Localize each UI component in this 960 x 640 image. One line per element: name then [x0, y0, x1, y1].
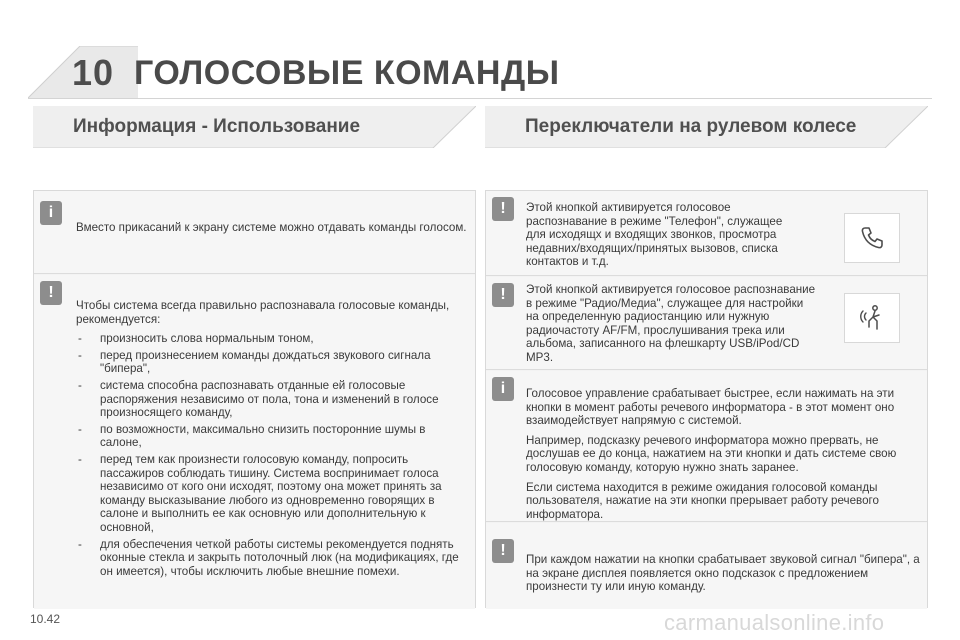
- note-text: При каждом нажатии на кнопки срабатывает звуковой сигнал "бипера", а на экране дисплея появляется окно подсказок с предложением произнести ту или иную команду.: [526, 553, 920, 594]
- note-beep: [486, 523, 927, 609]
- note-divider: [486, 275, 927, 276]
- list-item: - перед произнесением команды дождаться звукового сигнала "бипера",: [76, 349, 468, 376]
- list-item: - по возможности, максимально снизить посторонние шумы в салоне,: [76, 423, 468, 450]
- recommendations-intro: Чтобы система всегда правильно распознавала голосовые команды, рекомендуется:: [76, 299, 450, 326]
- info-usage-panel: [33, 190, 476, 608]
- note-phone-button: [486, 191, 927, 275]
- chapter-number: 10: [72, 52, 115, 93]
- note-voice-commands: [34, 191, 475, 273]
- info-icon: i: [492, 377, 514, 401]
- warning-icon: !: [492, 539, 514, 563]
- warning-icon: !: [492, 197, 514, 221]
- warning-icon: !: [492, 283, 514, 307]
- warning-icon: !: [40, 281, 62, 305]
- note-divider: [486, 369, 927, 370]
- voice-command-icon: [857, 303, 887, 333]
- header-divider: [28, 98, 932, 99]
- note-recommendations: [34, 275, 475, 609]
- list-item: - перед тем как произнести голосовую команду, попросить пассажиров соблюдать тишину. Система воспринимает голоса независимо от кого они исходят, поэтому она может принять за команду высказывание любого из одновременно говорящих в салоне и выполнить ее как основную или дополнительную к основной,: [76, 453, 468, 535]
- info-icon: i: [40, 201, 62, 225]
- note-text: Этой кнопкой активируется голосовое распознавание в режиме "Радио/Медиа", служащее для настройки на определенную радиостанцию или нужную радиочастоту AF/FM, прослушивания трека или альбома, записанного на флешкарту USB/iPod/CD MP3.: [526, 283, 816, 364]
- note-text: Вместо прикасаний к экрану системе можно отдавать команды голосом.: [76, 221, 467, 234]
- paragraph: Голосовое управление срабатывает быстрее, если нажимать на эти кнопки в момент работы речевого информатора - в этот момент оно взаимодействует напрямую с системой.: [526, 387, 895, 428]
- steering-switches-panel: [485, 190, 928, 608]
- list-item: - произносить слова нормальным тоном,: [76, 332, 468, 346]
- note-voice-button: [486, 277, 927, 369]
- page-header: [0, 0, 960, 108]
- list-item: - система способна распознавать отданные ей голосовые распоряжения независимо от пола, тона и изменений в голосе произносящего команду,: [76, 379, 468, 420]
- recommendations-list: [76, 332, 468, 578]
- paragraph: Например, подсказку речевого информатора можно прервать, не дослушав ее до конца, нажатием на эти кнопки и дать системе свою голосовую команду, которую нужно знать заранее.: [526, 433, 897, 474]
- section-header-left: [33, 106, 476, 148]
- paragraph: Если система находится в режиме ожидания голосовой команды пользователя, нажатие на эти кнопки прерывает работу речевого информатора.: [526, 480, 879, 521]
- note-voice-speed: [486, 371, 927, 521]
- section-header-right: [485, 106, 928, 148]
- section-title-left: Информация - Использование: [73, 116, 361, 137]
- chapter-title: ГОЛОСОВЫЕ КОМАНДЫ: [134, 54, 560, 92]
- note-divider: [486, 521, 927, 522]
- note-text: Этой кнопкой активируется голосовое распознавание в режиме "Телефон", служащее для исходящх и входящих звонков, просмотра недавних/входящих/принятых вызовов, списка контактов и т.д.: [526, 201, 783, 269]
- page-number: 10.42: [30, 612, 61, 626]
- phone-button-illustration: [844, 213, 900, 263]
- note-text: [526, 387, 922, 521]
- section-title-right: Переключатели на рулевом колесе: [525, 116, 857, 137]
- phone-handset-icon: [859, 225, 885, 251]
- watermark: carmanualsonline.info: [664, 610, 885, 635]
- list-item: - для обеспечения четкой работы системы рекомендуется поднять оконные стекла и закрыть потолочный люк (на модификациях, где он имеется), чтобы исключить любые внешние помехи.: [76, 538, 468, 579]
- note-divider: [34, 273, 475, 274]
- recommendations-text: [76, 299, 468, 581]
- voice-button-illustration: [844, 293, 900, 343]
